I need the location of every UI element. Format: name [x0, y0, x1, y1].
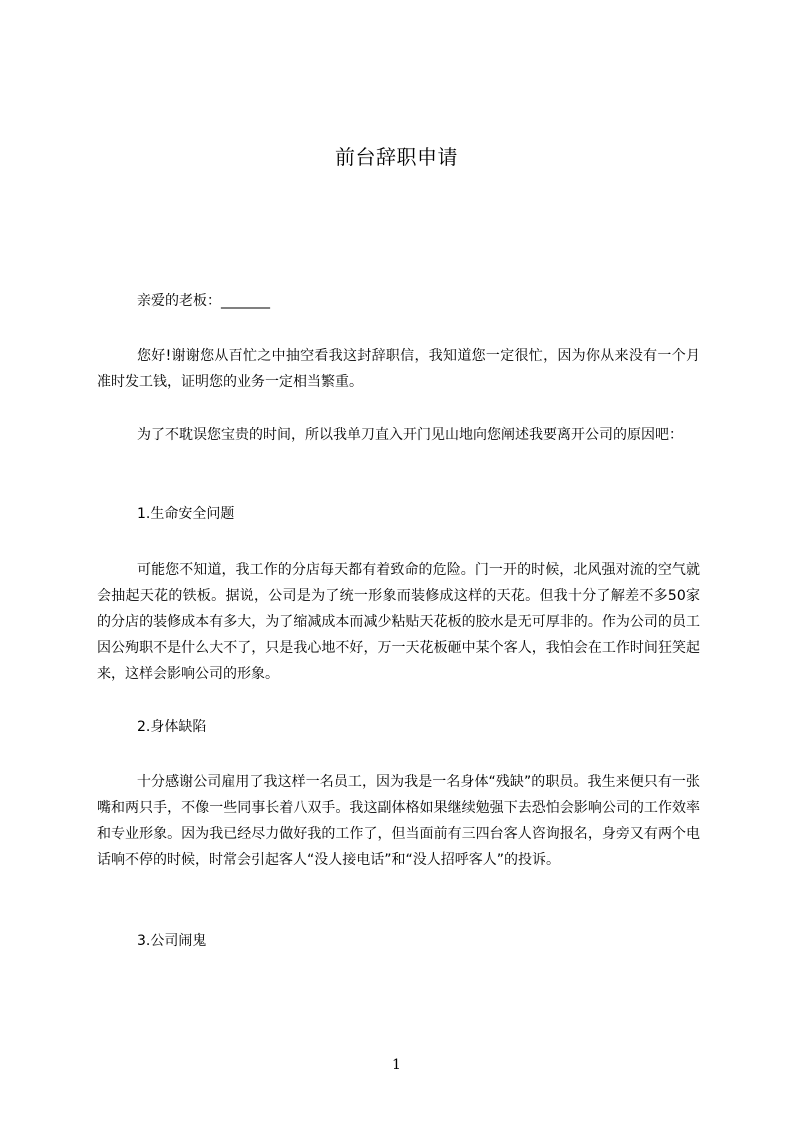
- page-number: 1: [392, 1057, 401, 1073]
- section-heading-safety: 1.生命安全问题: [137, 506, 235, 522]
- purpose-paragraph: 为了不耽误您宝贵的时间，所以我单刀直入开门见山地向您阐述我要离开公司的原因吧：: [137, 427, 683, 443]
- section-heading-body-defect: 2.身体缺陷: [137, 719, 207, 735]
- section-heading-haunted: 3.公司闹鬼: [137, 933, 207, 949]
- intro-paragraph: 您好!谢谢您从百忙之中抽空看我这封辞职信，我知道您一定很忙，因为你从来没有一个月准时发工钱，证明您的业务一定相当繁重。: [97, 348, 700, 390]
- section-body-body-defect: 十分感谢公司雇用了我这样一名员工，因为我是一名身体“残缺”的职员。我生来便只有一张嘴和两只手，不像一些同事长着八双手。我这副体格如果继续勉强下去恐怕会影响公司的工作效率和专业形象。因为我已经尽力做好我的工作了，但当面前有三四台客人咨询报名，身旁又有两个电话响不停的时候，时常会引起客人“没人接电话”和“没人招呼客人”的投诉。: [97, 774, 700, 868]
- section-body-safety: 可能您不知道，我工作的分店每天都有着致命的危险。门一开的时候，北风强对流的空气就会抽起天花的铁板。据说，公司是为了统一形象而装修成这样的天花。但我十分了解差不多50家的分店的装修成本有多大，为了缩减成本而减少粘贴天花板的胶水是无可厚非的。作为公司的员工因公殉职不是什么大不了，只是我心地不好，万一天花板砸中某个客人，我怕会在工作时间狂笑起来，这样会影响公司的形象。: [97, 562, 700, 682]
- greeting-line: 亲爱的老板：_______: [137, 293, 270, 309]
- document-title: 前台辞职申请: [335, 145, 458, 169]
